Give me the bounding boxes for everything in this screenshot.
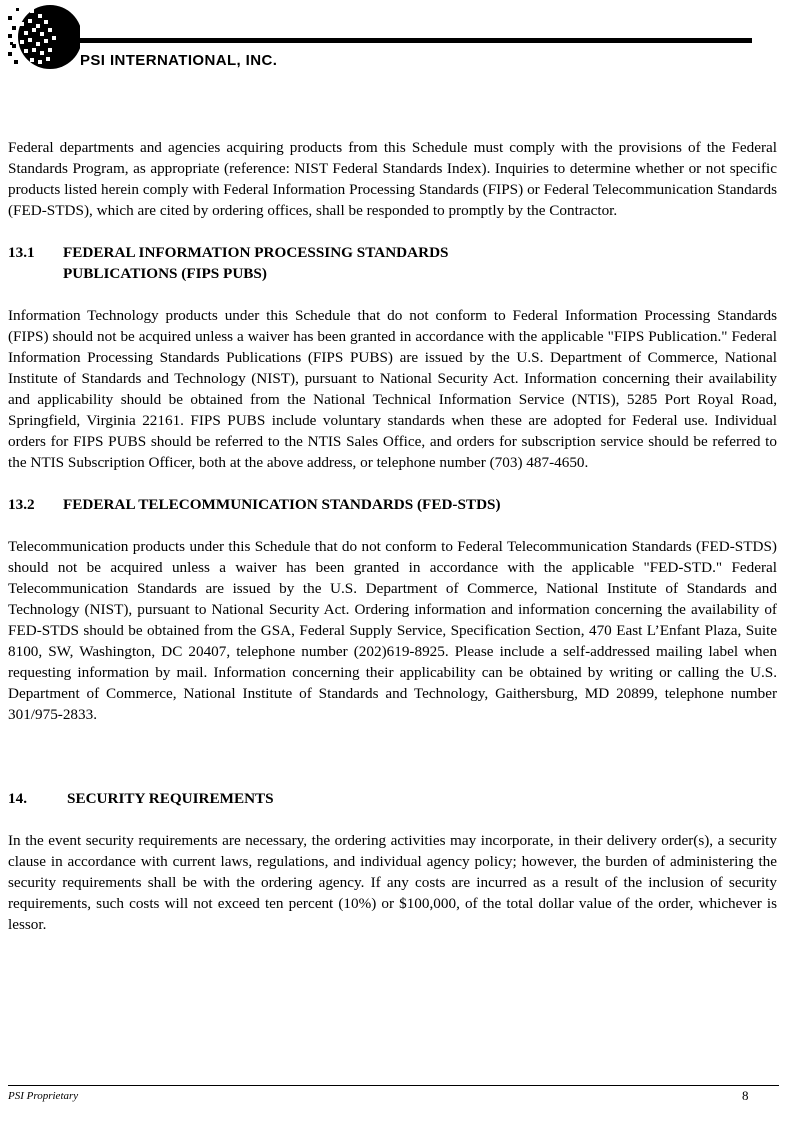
section-title: FEDERAL INFORMATION PROCESSING STANDARDS — [63, 244, 449, 261]
section-number: 13.2 — [8, 496, 35, 513]
company-name: PSI INTERNATIONAL, INC. — [80, 52, 278, 69]
section-title: FEDERAL TELECOMMUNICATION STANDARDS (FED-STDS) — [63, 496, 501, 513]
footer-label: PSI Proprietary — [8, 1090, 79, 1102]
section-title-line2: PUBLICATIONS (FIPS PUBS) — [63, 265, 267, 282]
section-13-1-heading — [8, 242, 777, 284]
section-title: SECURITY REQUIREMENTS — [67, 790, 274, 807]
section-13-1-paragraph: Information Technology products under this Schedule that do not conform to Federal Information Processing Standards (FIPS) should not be acquired unless a waiver has been granted in accordance with the applicable "FIPS Publication." Federal Information Processing Standards Publications (FIPS PUBS) are issued by the U.S. Department of Commerce, National Institute of Standards and Technology (NIST), pursuant to National Security Act. Information concerning their availability and applicability should be obtained from the National Technical Information Service (NTIS), 5285 Port Royal Road, Springfield, Virginia 22161. FIPS PUBS include voluntary standards when these are adopted for Federal use. Individual orders for FIPS PUBS should be referred to the NTIS Sales Office, and orders for subscription service should be referred to the NTIS Subscription Officer, both at the above address, or telephone number (703) 487-4650. — [8, 307, 777, 471]
section-14-paragraph: In the event security requirements are necessary, the ordering activities may incorporate, in their delivery order(s), a security clause in accordance with current laws, regulations, and individual agency policy; however, the burden of administering the security requirements shall be with the ordering agency. If any costs are incurred as a result of the inclusion of security requirements, such costs will not exceed ten percent (10%) or $100,000, of the total dollar value of the order, whichever is lessor. — [8, 832, 777, 933]
section-number: 14. — [8, 790, 27, 807]
header-rule — [62, 38, 752, 43]
section-14-heading — [8, 788, 777, 809]
dotted-globe-logo-icon — [8, 4, 80, 70]
document-body — [8, 137, 777, 935]
page-number: 8 — [742, 1088, 749, 1103]
section-number: 13.1 — [8, 244, 35, 261]
section-13-2-paragraph: Telecommunication products under this Schedule that do not conform to Federal Telecommunication Standards (FED-STDS) should not be acquired unless a waiver has been granted in accordance with the applicable "FED-STD." Federal Telecommunication Standards are issued by the U.S. Department of Commerce, National Institute of Standards and Technology (NIST), pursuant to National Security Act. Ordering information and information concerning the availability of FED-STDS should be obtained from the GSA, Federal Supply Service, Specification Section, 470 East L’Enfant Plaza, Suite 8100, SW, Washington, DC 20407, telephone number (202)619-8925. Please include a self-addressed mailing label when requesting information by mail. Information concerning their applicability can be obtained by writing or calling the U.S. Department of Commerce, National Institute of Standards and Technology, Gaithersburg, MD 20899, telephone number 301/975-2833. — [8, 538, 777, 723]
footer-rule — [8, 1085, 779, 1086]
intro-paragraph: Federal departments and agencies acquiring products from this Schedule must comply with the provisions of the Federal Standards Program, as appropriate (reference: NIST Federal Standards Index). Inquiries to determine whether or not specific products listed herein comply with Federal Information Processing Standards (FIPS) or Federal Telecommunication Standards (FED-STDS), which are cited by ordering offices, shall be responded to promptly by the Contractor. — [8, 139, 777, 219]
section-13-2-heading — [8, 494, 777, 515]
